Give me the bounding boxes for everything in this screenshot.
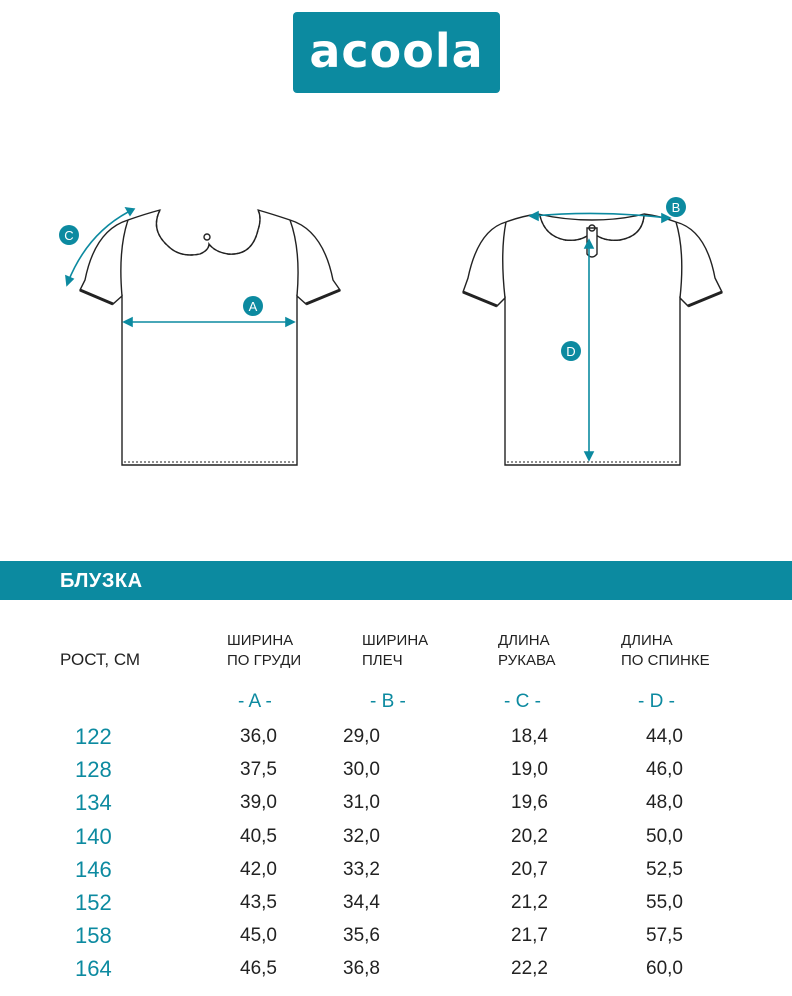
column-header-b-line2: ПЛЕЧ <box>362 652 403 669</box>
column-header-a <box>227 631 301 671</box>
table-cell: 46,5 <box>240 958 277 980</box>
table-cell: 34,4 <box>343 892 380 913</box>
table-cell: 20,7 <box>511 858 548 880</box>
label-b <box>666 197 686 217</box>
table-cell: 22,2 <box>511 958 548 980</box>
table-cell: 35,6 <box>343 925 380 947</box>
table-cell: 48,0 <box>646 792 683 814</box>
table-title: БЛУЗКА <box>60 570 143 592</box>
svg-text:D: D <box>566 344 576 359</box>
table-cell: 40,5 <box>240 825 277 847</box>
table-cell: 21,2 <box>511 892 548 913</box>
table-cell: 29,0 <box>343 726 380 747</box>
column-header-b <box>362 631 428 671</box>
table-cell: 18,4 <box>511 726 548 747</box>
label-d <box>561 341 581 361</box>
row-height-label: 164 <box>75 956 112 982</box>
table-cell: 21,7 <box>511 925 548 947</box>
svg-text:B: B <box>671 200 681 215</box>
column-header-c-line1: ДЛИНА <box>498 632 550 649</box>
column-code-a: - A - <box>238 691 272 712</box>
table-cell: 50,0 <box>646 825 683 847</box>
svg-text:C: C <box>64 228 74 243</box>
table-cell: 36,8 <box>343 958 380 980</box>
table-cell: 52,5 <box>646 858 683 880</box>
column-header-a-line2: ПО ГРУДИ <box>227 652 302 669</box>
table-cell: 55,0 <box>646 892 683 913</box>
table-cell: 60,0 <box>646 958 683 980</box>
table-cell: 44,0 <box>646 726 683 747</box>
table-cell: 20,2 <box>511 825 548 847</box>
column-header-c <box>498 631 555 671</box>
row-height-label: 158 <box>75 923 112 949</box>
row-height-label: 152 <box>75 890 112 915</box>
table-cell: 37,5 <box>240 759 277 781</box>
table-cell: 45,0 <box>240 925 277 947</box>
blouse-front-drawing <box>80 210 340 465</box>
column-header-c-line2: РУКАВА <box>498 652 556 669</box>
brand-logo <box>293 12 500 93</box>
table-cell: 31,0 <box>343 792 380 814</box>
table-cell: 19,6 <box>511 792 548 814</box>
column-header-d <box>621 631 710 671</box>
table-cell: 43,5 <box>240 892 277 913</box>
column-header-a-line1: ШИРИНА <box>227 632 294 649</box>
table-cell: 32,0 <box>343 825 380 847</box>
column-code-d: - D - <box>638 691 675 712</box>
row-height-label: 128 <box>75 757 112 783</box>
row-height-label: 146 <box>75 856 112 882</box>
table-title-banner <box>0 561 792 600</box>
column-code-c: - C - <box>504 691 541 712</box>
column-code-b: - B - <box>370 691 406 712</box>
table-cell: 46,0 <box>646 759 683 781</box>
svg-text:A: A <box>248 299 258 314</box>
column-header-b-line1: ШИРИНА <box>362 632 429 649</box>
table-cell: 57,5 <box>646 925 683 947</box>
label-a <box>243 296 263 316</box>
brand-logo-text: acoola <box>309 23 484 78</box>
table-cell: 39,0 <box>240 792 277 814</box>
table-cell: 42,0 <box>240 858 277 880</box>
garment-drawings <box>0 180 792 480</box>
table-cell: 33,2 <box>343 858 380 880</box>
column-header-d-line1: ДЛИНА <box>621 632 673 649</box>
table-cell: 19,0 <box>511 759 548 781</box>
table-cell: 30,0 <box>343 759 380 781</box>
row-height-label: 134 <box>75 790 112 816</box>
blouse-back-drawing <box>463 214 722 465</box>
column-header-d-line2: ПО СПИНКЕ <box>621 652 710 669</box>
row-header: РОСТ, СМ <box>60 650 141 669</box>
row-height-label: 122 <box>75 724 112 749</box>
label-c <box>59 225 79 245</box>
table-cell: 36,0 <box>240 726 277 747</box>
row-height-label: 140 <box>75 823 112 849</box>
